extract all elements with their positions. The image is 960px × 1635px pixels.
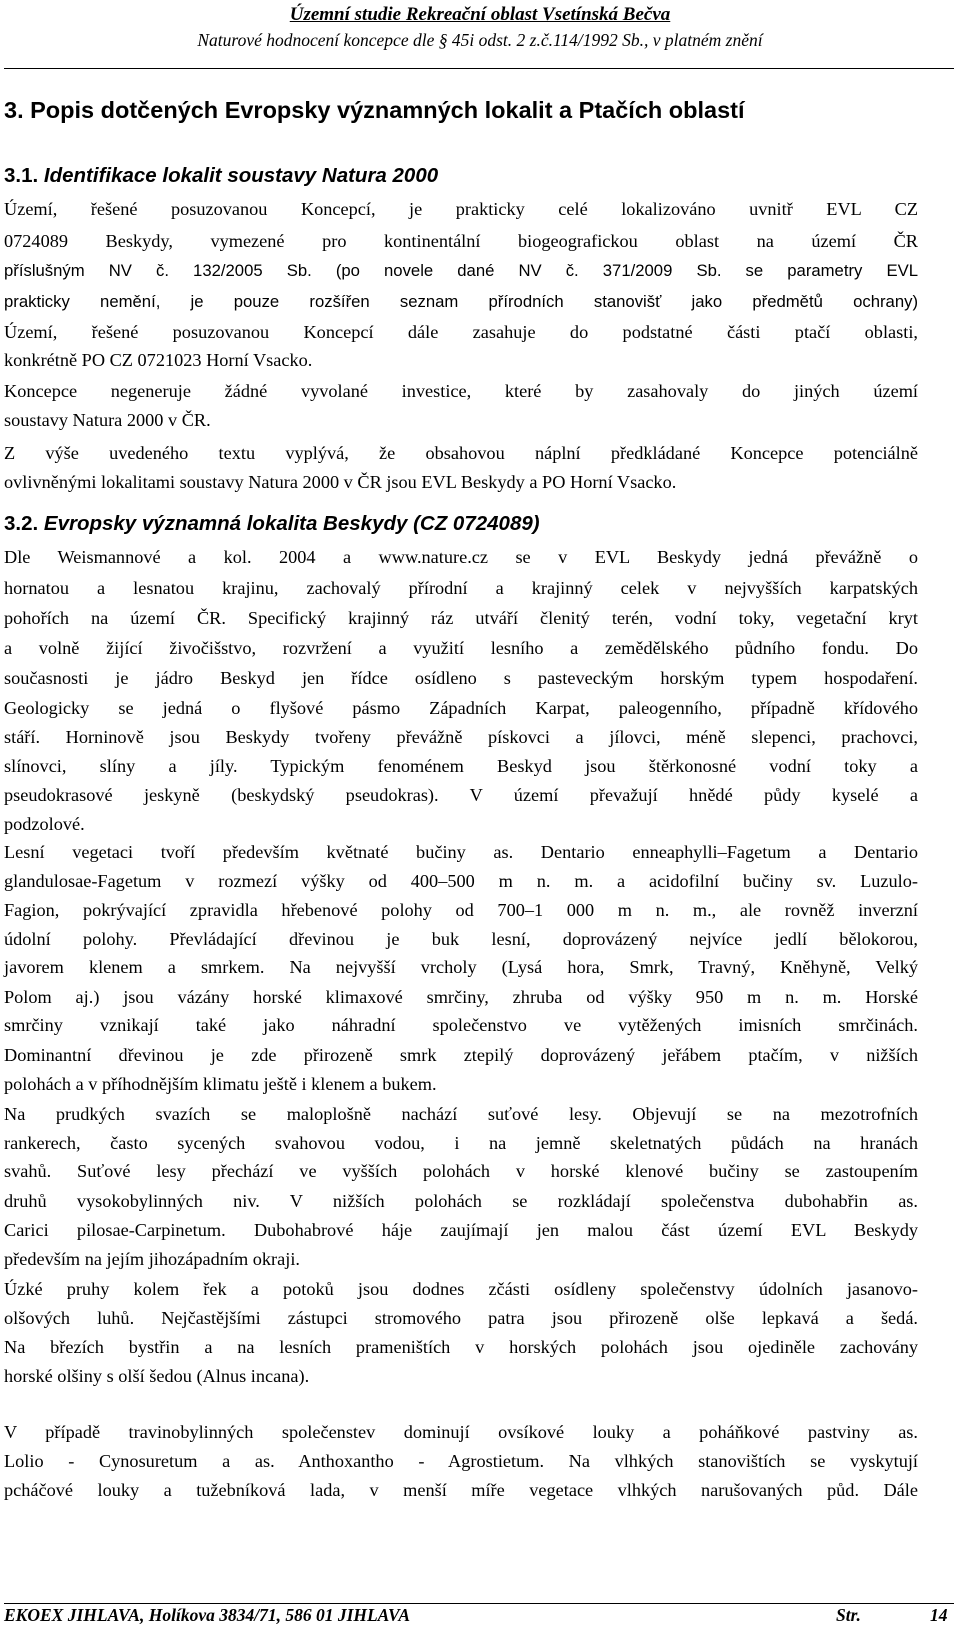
document-header-title: Územní studie Rekreační oblast Vsetínská Bečva: [289, 4, 671, 25]
section-3-2-heading: [4, 512, 540, 536]
section-3-2-number: 3.2.: [4, 512, 39, 535]
paragraph-line: V případě travinobylinných společenstev dominují ovsíkové louky a poháňkové pastviny as.: [4, 1422, 918, 1442]
paragraph-line: Polom aj.) jsou vázány horské klimaxové smrčiny, zhruba od výšky 950 m n. m. Horské: [4, 987, 918, 1007]
footer-page-number: 14: [930, 1605, 948, 1625]
paragraph-line: Území, řešené posuzovanou Koncepcí, je prakticky celé lokalizováno uvnitř EVL CZ: [4, 199, 918, 219]
paragraph-line: Na březích bystřin a na lesních prameništích v horských polohách jsou ojediněle zachovány: [4, 1337, 918, 1357]
section-3-heading: 3. Popis dotčených Evropsky významných lokalit a Ptačích oblastí: [4, 97, 745, 123]
paragraph-line: druhů vysokobylinných niv. V nižších polohách se rozkládají společenstva dubohabřin as.: [4, 1191, 918, 1211]
paragraph-line: Úzké pruhy kolem řek a potoků jsou dodnes zčásti osídleny společenstvy údolních jasanovo-: [4, 1279, 918, 1299]
paragraph-line: Na prudkých svazích se maloplošně nachází suťové lesy. Objevují se na mezotrofních: [4, 1104, 918, 1124]
footer-divider: [4, 1603, 954, 1604]
section-3-1-heading: [4, 164, 438, 188]
paragraph-line: pseudokrasové jeskyně (beskydský pseudokras). V území převažují hnědé půdy kyselé a: [4, 785, 918, 805]
paragraph-line: Koncepce negeneruje žádné vyvolané investice, které by zasahovaly do jiných území: [4, 381, 918, 401]
header-divider: [4, 68, 954, 69]
footer-company: EKOEX JIHLAVA, Holíkova 3834/71, 586 01 JIHLAVA: [4, 1605, 411, 1625]
paragraph-line: Z výše uvedeného textu vyplývá, že obsahovou náplní předkládané Koncepce potenciálně: [4, 443, 918, 463]
section-3-1-number: 3.1.: [4, 164, 39, 187]
paragraph-line: příslušným NV č. 132/2005 Sb. (po novele dané NV č. 371/2009 Sb. se parametry EVL: [4, 261, 918, 280]
paragraph-line: stáří. Horninově jsou Beskydy tvořeny převážně pískovci a jílovci, méně slepenci, prachovci,: [4, 727, 918, 747]
paragraph-line: hornatou a lesnatou krajinu, zachovalý přírodní a krajinný celek v nejvyšších karpatských: [4, 578, 918, 598]
paragraph-line: olšových luhů. Nejčastějšími zástupci stromového patra jsou přirozeně olše lepkavá a šedá.: [4, 1308, 918, 1328]
paragraph-line: Geologicky se jedná o flyšové pásmo Západních Karpat, paleogenního, případně křídového: [4, 698, 918, 718]
paragraph-line: současnosti je jádro Beskyd jen řídce osídleno s pasteveckým horským typem hospodaření.: [4, 668, 918, 688]
paragraph-line: soustavy Natura 2000 v ČR.: [4, 410, 211, 430]
paragraph-line: 0724089 Beskydy, vymezené pro kontinentální biogeografickou oblast na území ČR: [4, 231, 918, 251]
paragraph-line: smrčiny vznikají také jako náhradní společenstvo ve vytěžených imisních smrčinách.: [4, 1015, 918, 1035]
paragraph-line: konkrétně PO CZ 0721023 Horní Vsacko.: [4, 350, 313, 370]
paragraph-line: Území, řešené posuzovanou Koncepcí dále zasahuje do podstatné části ptačí oblasti,: [4, 322, 918, 342]
document-header-subtitle: Naturové hodnocení koncepce dle § 45i odst. 2 z.č.114/1992 Sb., v platném znění: [197, 30, 763, 50]
paragraph-line: polohách a v příhodnějším klimatu ještě i klenem a bukem.: [4, 1074, 437, 1094]
paragraph-line: svahů. Suťové lesy přechází ve vyšších polohách v horské klenové bučiny se zastoupením: [4, 1161, 918, 1181]
paragraph-line: rankerech, často sycených svahovou vodou, i na jemně skeletnatých půdách na hranách: [4, 1133, 918, 1153]
paragraph-line: pcháčové louky a tužebníková lada, v menší míře vegetace vlhkých narušovaných půd. Dále: [4, 1480, 918, 1500]
paragraph-line: javorem klenem a smrkem. Na nejvyšší vrcholy (Lysá hora, Smrk, Travný, Kněhyně, Velký: [4, 957, 918, 977]
paragraph-line: ovlivněnými lokalitami soustavy Natura 2000 v ČR jsou EVL Beskydy a PO Horní Vsacko.: [4, 472, 677, 492]
paragraph-line: Dle Weismannové a kol. 2004 a www.nature.cz se v EVL Beskydy jedná převážně o: [4, 547, 918, 567]
paragraph-line: Carici pilosae-Carpinetum. Dubohabrové háje zaujímají jen malou část území EVL Beskydy: [4, 1220, 918, 1240]
paragraph-line: údolní polohy. Převládající dřevinou je buk lesní, doprovázený nejvíce jedlí bělokorou,: [4, 929, 918, 949]
paragraph-line: Lesní vegetaci tvoří především květnaté bučiny as. Dentario enneaphylli–Fagetum a Dentario: [4, 842, 918, 862]
paragraph-line: prakticky nemění, je pouze rozšířen seznam přírodních stanovišť jako předmětů ochrany): [4, 292, 918, 311]
paragraph-line: pohořích na území ČR. Specifický krajinný ráz utváří členitý terén, vodní toky, vegetační kryt: [4, 608, 918, 628]
paragraph-line: glandulosae-Fagetum v rozmezí výšky od 400–500 m n. m. a acidofilní bučiny sv. Luzulo-: [4, 871, 918, 891]
paragraph-line: Dominantní dřevinou je zde přirozeně smrk ztepilý doprovázený jeřábem ptačím, v nižších: [4, 1045, 918, 1065]
paragraph-line: podzolové.: [4, 814, 85, 834]
footer-page-label: Str.: [836, 1605, 861, 1625]
paragraph-line: horské olšiny s olší šedou (Alnus incana).: [4, 1366, 310, 1386]
paragraph-line: Fagion, pokrývající zpravidla hřebenové polohy od 700–1 000 m n. m., ale rovněž inverzní: [4, 900, 918, 920]
paragraph-line: slínovci, slíny a jíly. Typickým fenoménem Beskyd jsou štěrkonosné vodní toky a: [4, 756, 918, 776]
section-3-2-title: Evropsky významná lokalita Beskydy (CZ 0724089): [43, 512, 540, 535]
paragraph-line: Lolio - Cynosuretum a as. Anthoxantho - Agrostietum. Na vlhkých stanovištích se vyskytují: [4, 1451, 918, 1471]
paragraph-line: především na jejím jihozápadním okraji.: [4, 1249, 300, 1269]
section-3-1-title: Identifikace lokalit soustavy Natura 2000: [43, 164, 439, 187]
paragraph-line: a volně žijící živočišstvo, rozvržení a využití lesního a zemědělského půdního fondu. Do: [4, 638, 918, 658]
